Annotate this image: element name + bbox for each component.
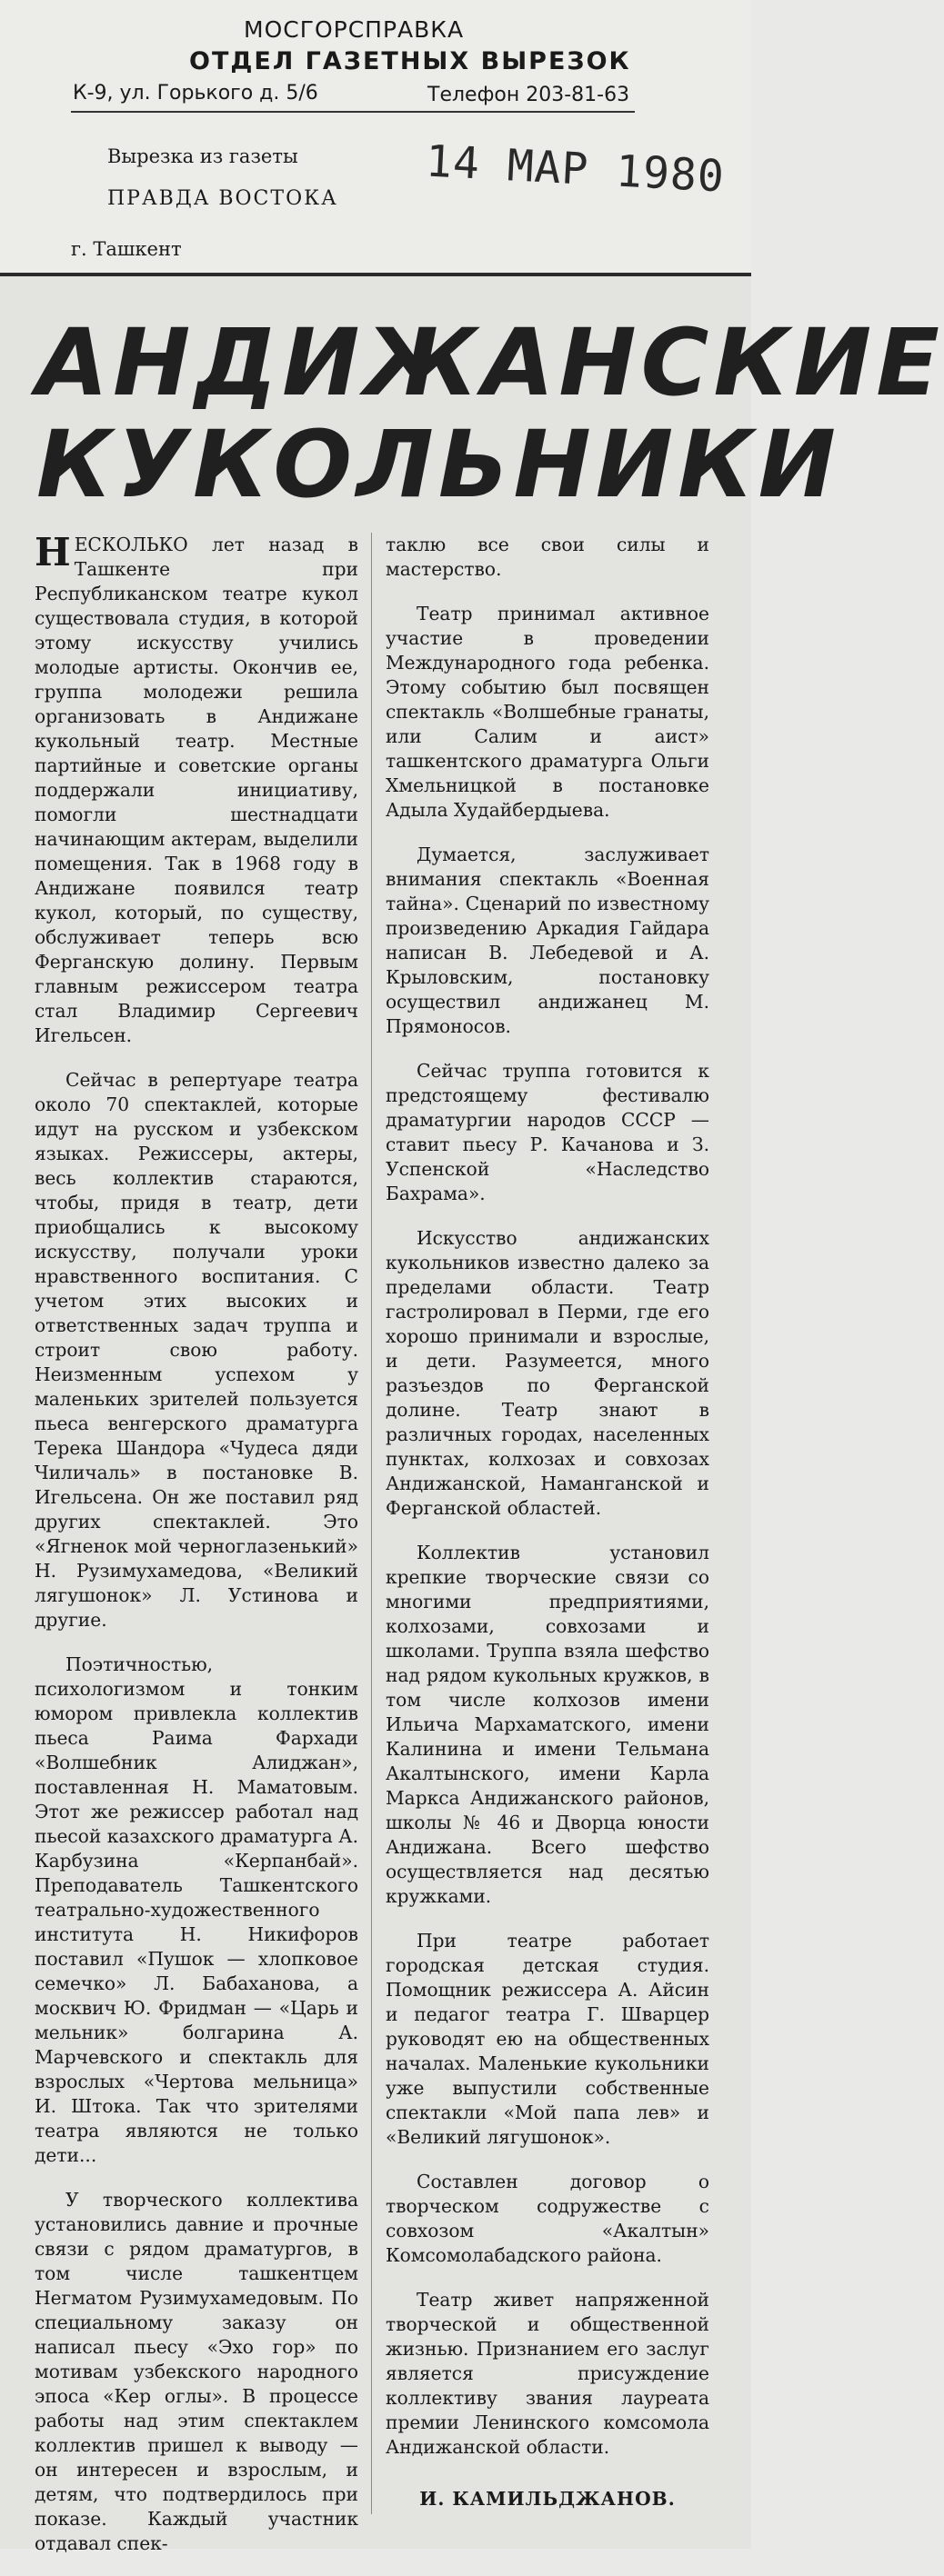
clipping-label: Вырезка из газеты — [107, 145, 298, 167]
article-paragraph: Составлен договор о творческом содружестве с совхозом «Акалтын» Комсомолабадского района. — [386, 2171, 709, 2266]
department-name: ОТДЕЛ ГАЗЕТНЫХ ВЫРЕЗОК — [189, 47, 631, 75]
newspaper-clipping — [0, 273, 944, 2554]
article-left-column — [35, 530, 358, 2576]
drop-cap: Н — [35, 530, 71, 574]
article-author: И. КАМИЛЬДЖАНОВ. — [419, 2488, 676, 2510]
header-divider — [71, 111, 635, 113]
article-paragraph: НЕСКОЛЬКО лет назад в Ташкенте при Республиканском театре кукол существовала студия, в которой этому искусству учились молодые артисты. Окончив ее, группа молодежи решила организовать в Андижане кукольный театр. Местные партийные и советские органы поддержали инициативу, помогли шестнадцати начинающим актерам, выделили помещения. Так в 1968 году в Андижане появился театр кукол, который, по существу, обслуживает теперь всю Ферганскую долину. Первым главным режиссером театра стал Владимир Сергеевич Игельсен. — [35, 530, 358, 1046]
article-title-line1: АНДИЖАНСКИЕ — [36, 309, 944, 417]
column-divider — [371, 533, 372, 2514]
bureau-address: К-9, ул. Горького д. 5/6 — [73, 82, 318, 105]
article-paragraph: Думается, заслуживает внимания спектакль «Военная тайна». Сценарий по известному произведению Аркадия Гайдара написан В. Лебедевой и А. Крыловским, постановку осуществил андижанец М. Прямоносов. — [386, 844, 709, 1037]
article-paragraph: При театре работает городская детская студия. Помощник режиссера А. Айсин и педагог театра Г. Шварцер руководят ею на общественных началах. Маленькие кукольники уже выпустили собственные спектакли «Мой папа лев» и «Великий лягушонок». — [386, 1930, 709, 2148]
article-title-line2: КУКОЛЬНИКИ — [36, 411, 841, 519]
newspaper-city: г. Ташкент — [71, 238, 182, 260]
date-stamp: 14 МАР 1980 — [424, 135, 727, 203]
article-paragraph: Искусство андижанских кукольников известно далеко за пределами области. Театр гастролировал в Перми, где его хорошо принимали и взрослые, и дети. Разумеется, много разъездов по Ферганской долине. Театр знают в различных городах, населенных пунктах, колхозах и совхозах Андижанской, Наманганской и Ферганской областей. — [386, 1227, 709, 1519]
article-right-column — [386, 533, 709, 2531]
article-paragraph: Сейчас в репертуаре театра около 70 спектаклей, которые идут на русском и узбекском языках. Режиссеры, актеры, весь коллектив стараются, чтобы, придя в театр, дети приобщались к высокому искусству, получали уроки нравственного воспитания. С учетом этих высоких и ответственных задач труппа и строит свою работу. Неизменным успехом у маленьких зрителей пользуется пьеса венгерского драматурга Терека Шандора «Чудеса дяди Чиличаль» в постановке В. Игельсена. Он же поставил ряд других спектаклей. Это «Ягненок мой черноглазенький» Н. Рузимухамедова, «Великий лягушонок» Л. Устинова и другие. — [35, 1069, 358, 1631]
bureau-name: МОСГОРСПРАВКА — [244, 16, 465, 43]
article-paragraph: Сейчас труппа готовится к предстоящему фестивалю драматургии народов СССР — ставит пьесу Р. Качанова и З. Успенской «Наследство Бахрама». — [386, 1060, 709, 1204]
article-paragraph: Театр живет напряженной творческой и общественной жизнью. Признанием его заслуг является присуждение коллективу звания лауреата премии Ленинского комсомола Андижанской области. — [386, 2289, 709, 2458]
clipping-header — [0, 0, 751, 273]
article-paragraph: Поэтичностью, психологизмом и тонким юмором привлекла коллектив пьеса Раима Фархади «Волшебник Алиджан», поставленная Н. Маматовым. Этот же режиссер работал над пьесой казахского драматурга А. Карбузина «Керпанбай». Преподаватель Ташкентского театрально-художественного института Н. Никифоров поставил «Пушок — хлопковое семечко» Л. Бабаханова, а москвич Ю. Фридман — «Царь и мельник» болгарина А. Марчевского и спектакль для взрослых «Чертова мельница» И. Штока. Так что зрителями театра являются не только дети... — [35, 1653, 358, 2166]
article-paragraph: Театр принимал активное участие в проведении Международного года ребенка. Этому событию был посвящен спектакль «Волшебные гранаты, или Салим и аист» ташкентского драматурга Ольги Хмельницкой в постановке Адыла Худайбердыева. — [386, 603, 709, 821]
newspaper-name: ПРАВДА ВОСТОКА — [107, 187, 338, 210]
article-paragraph: Коллектив установил крепкие творческие связи со многими предприятиями, колхозами, совхозами и школами. Труппа взяла шефство над рядом кукольных кружков, в том числе колхозов имени Ильича Мархаматского, имени Калинина и имени Тельмана Акалтынского, имени Карла Маркса Андижанского районов, школы № 46 и Дворца юности Андижана. Всего шефство осуществляется над десятью кружками. — [386, 1542, 709, 1907]
bureau-phone: Телефон 203-81-63 — [427, 84, 630, 106]
article-paragraph: таклю все свои силы и мастерство. — [386, 534, 709, 580]
article-paragraph: У творческого коллектива установились давние и прочные связи с рядом драматургов, в том числе ташкентцем Негматом Рузимухамедовым. По специальному заказу он написал пьесу «Эхо гор» по мотивам узбекского народного эпоса «Кер оглы». В процессе работы над этим спектаклем коллектив пришел к выводу — он интересен и взрослым, и детям, что подтвердилось при показе. Каждый участник отдавал спек- — [35, 2189, 358, 2554]
